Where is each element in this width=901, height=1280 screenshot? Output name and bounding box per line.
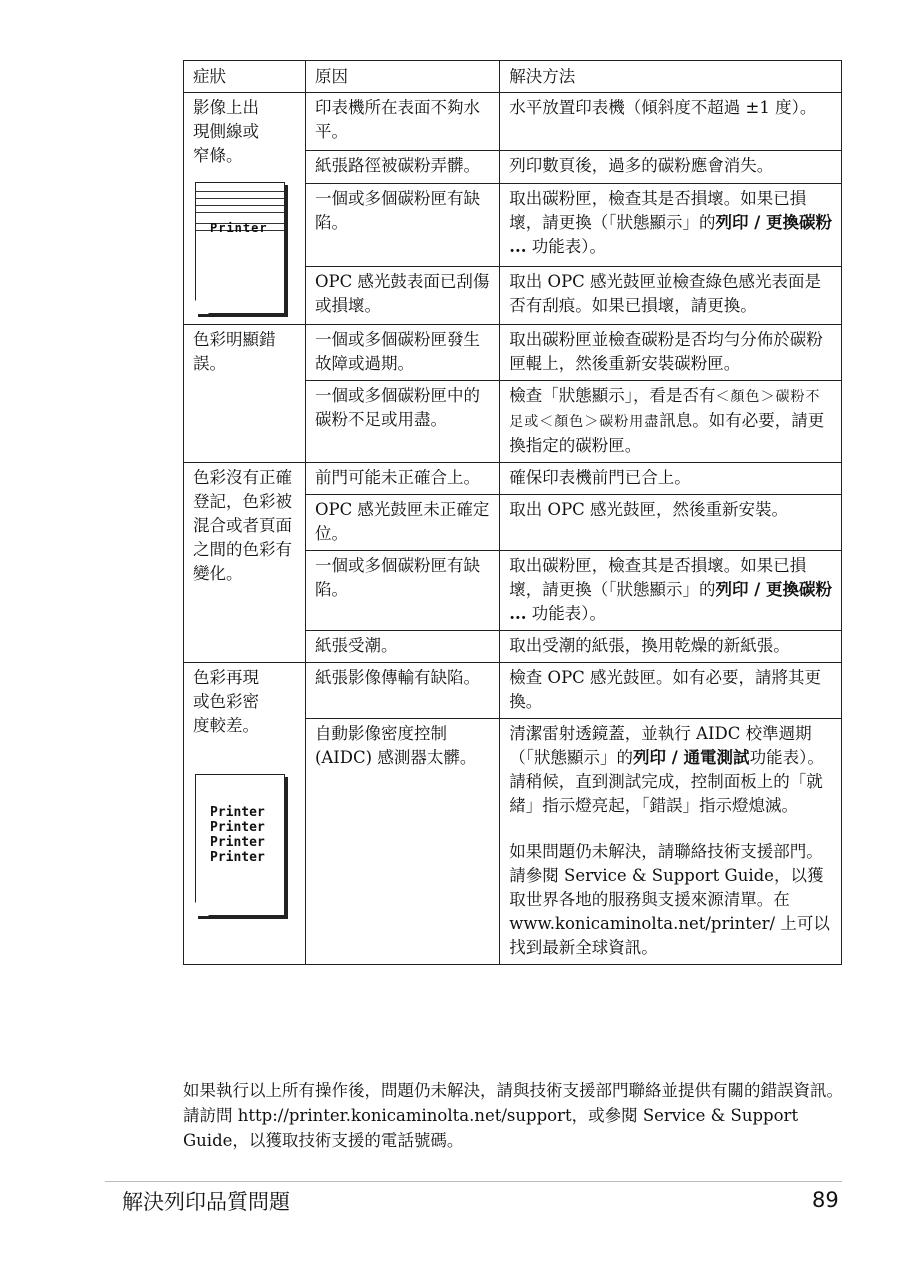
- solution-cell: 取出受潮的紙張，換用乾燥的新紙張。: [500, 631, 842, 663]
- illustration-printer-text: Printer: [210, 820, 265, 835]
- streak-page-illustration: [195, 182, 287, 314]
- cause-cell: 印表機所在表面不夠水平。: [305, 93, 499, 151]
- header-symptom: 症狀: [184, 61, 306, 93]
- cause-cell: OPC 感光鼓表面已刮傷或損壞。: [305, 266, 499, 324]
- symptom-text: 影像上出現側線或窄條。: [193, 98, 259, 165]
- menu-path: 列印 / 更換碳粉 ...: [509, 213, 833, 257]
- solution-cell: 水平放置印表機（傾斜度不超過 ±1 度）。: [500, 93, 842, 151]
- solution-cell: 檢查「狀態顯示」，看是否有＜顏色＞碳粉不足或＜顏色＞碳粉用盡訊息。如有必要，請更換指定的碳粉匣。: [500, 381, 842, 463]
- status-message: ＜顏色＞碳粉不足或＜顏色＞碳粉用盡: [509, 389, 821, 430]
- solution-cell: 取出 OPC 感光鼓匣，然後重新安裝。: [500, 495, 842, 551]
- solution-cell: 列印數頁後，過多的碳粉應會消失。: [500, 151, 842, 184]
- troubleshooting-table: [183, 60, 842, 965]
- cause-cell: 一個或多個碳粉匣有缺陷。: [305, 184, 499, 267]
- symptom-cell: 色彩明顯錯誤。: [184, 325, 306, 463]
- cause-cell: 紙張受潮。: [305, 631, 499, 663]
- cause-cell: 紙張路徑被碳粉弄髒。: [305, 151, 499, 184]
- solution-cell: 確保印表機前門已合上。: [500, 463, 842, 495]
- header-solution: 解決方法: [500, 61, 842, 93]
- table-row: [184, 93, 842, 151]
- symptom-cell: 色彩沒有正確登記，色彩被混合或者頁面之間的色彩有變化。: [184, 463, 306, 663]
- cause-cell: 一個或多個碳粉匣有缺陷。: [305, 551, 499, 631]
- symptom-text: 色彩再現或色彩密度較差。: [193, 668, 259, 735]
- solution-cell: 取出碳粉匣，檢查其是否損壞。如果已損壞，請更換（「狀態顯示」的列印 / 更換碳粉 ... 功能表）。: [500, 184, 842, 267]
- symptom-cell: [184, 663, 306, 965]
- illustration-printer-text: Printer: [210, 835, 265, 850]
- closing-note: 如果執行以上所有操作後，問題仍未解決，請與技術支援部門聯絡並提供有關的錯誤資訊。請訪問 http://printer.konicaminolta.net/support，或參閱 Service & Support Guide，以獲取技術支援的電話號碼。: [183, 1081, 843, 1150]
- page-number: 89: [812, 1188, 839, 1212]
- table-row: [184, 325, 842, 381]
- cause-cell: 一個或多個碳粉匣中的碳粉不足或用盡。: [305, 381, 499, 463]
- table-row: [184, 663, 842, 719]
- cause-cell: 自動影像密度控制 (AIDC) 感測器太髒。: [305, 719, 499, 965]
- header-cause: 原因: [305, 61, 499, 93]
- symptom-cell: [184, 93, 306, 325]
- cause-cell: OPC 感光鼓匣未正確定位。: [305, 495, 499, 551]
- density-page-illustration: [195, 774, 287, 916]
- cause-cell: 紙張影像傳輸有缺陷。: [305, 663, 499, 719]
- table-header-row: [184, 61, 842, 93]
- cause-cell: 前門可能未正確合上。: [305, 463, 499, 495]
- illustration-printer-text: Printer: [210, 221, 268, 235]
- solution-cell: 取出碳粉匣並檢查碳粉是否均勻分佈於碳粉匣輥上，然後重新安裝碳粉匣。: [500, 325, 842, 381]
- illustration-printer-text: Printer: [210, 805, 265, 820]
- solution-cell: 取出 OPC 感光鼓匣並檢查綠色感光表面是否有刮痕。如果已損壞，請更換。: [500, 266, 842, 324]
- support-paragraph: 如果問題仍未解決，請聯絡技術支援部門。請參閱 Service & Support Guide，以獲取世界各地的服務與支援來源清單。在 www.konicaminolta.net/printer/ 上可以找到最新全球資訊。: [509, 842, 830, 957]
- solution-cell: 清潔雷射透鏡蓋，並執行 AIDC 校準週期（「狀態顯示」的列印 / 通電測試功能表）。請稍候，直到測試完成，控制面板上的「就緒」指示燈亮起，「錯誤」指示燈熄滅。 如果問題仍未解決，請聯絡技術支援部門。請參閱 Service & Support Guide，以獲取世界各地的服務與支援來源清單。在 www.konicaminolta.net/printer/ 上可以找到最新全球資訊。: [500, 719, 842, 965]
- illustration-printer-text: Printer: [210, 850, 265, 865]
- solution-cell: 檢查 OPC 感光鼓匣。如有必要，請將其更換。: [500, 663, 842, 719]
- footer-title: 解決列印品質問題: [122, 1190, 290, 1214]
- solution-cell: 取出碳粉匣，檢查其是否損壞。如果已損壞，請更換（「狀態顯示」的列印 / 更換碳粉 ... 功能表）。: [500, 551, 842, 631]
- footer-divider: [105, 1181, 842, 1182]
- cause-cell: 一個或多個碳粉匣發生故障或過期。: [305, 325, 499, 381]
- table-row: [184, 463, 842, 495]
- menu-path: 列印 / 更換碳粉 ...: [509, 580, 833, 623]
- menu-path: 列印 / 通電測試: [633, 748, 750, 767]
